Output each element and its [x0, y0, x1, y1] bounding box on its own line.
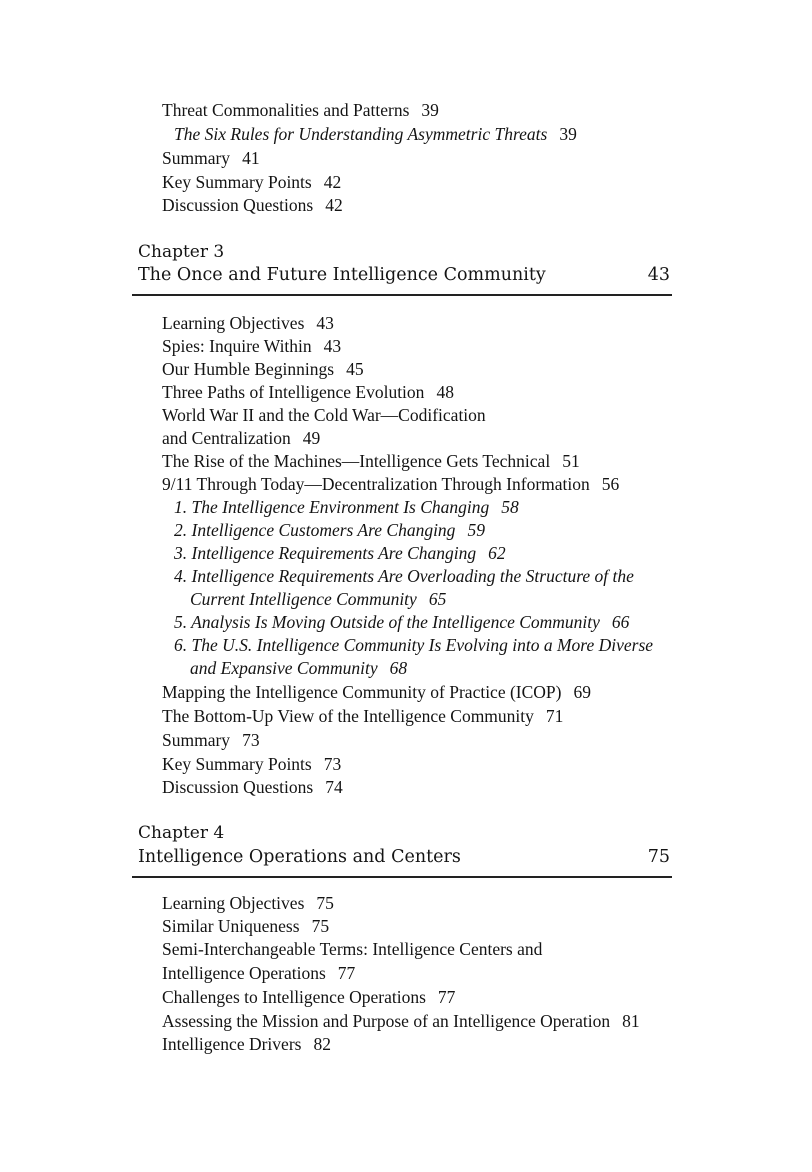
toc-entry-page: 71 — [545, 706, 564, 726]
toc-entry — [162, 427, 320, 450]
toc-entry-page: 81 — [622, 1011, 640, 1031]
toc-entry-text: Key Summary Points — [162, 754, 312, 774]
toc-entry-text: 1. The Intelligence Environment Is Changing — [174, 497, 490, 517]
toc-entry-page: 45 — [346, 359, 364, 379]
toc-entry — [162, 473, 619, 496]
chapter-title: Intelligence Operations and Centers — [138, 847, 461, 867]
toc-entry — [162, 99, 439, 122]
toc-entry-text: Summary — [162, 730, 231, 750]
chapter-divider — [132, 294, 672, 296]
toc-entry — [162, 1033, 331, 1056]
toc-entry — [190, 588, 446, 611]
toc-entry-text: Discussion Questions — [162, 777, 314, 797]
toc-entry-text: Spies: Inquire Within — [162, 336, 312, 356]
chapter-page: 43 — [647, 265, 670, 285]
toc-entry — [162, 404, 486, 427]
toc-entry — [162, 358, 364, 381]
toc-entry-page: 77 — [337, 963, 356, 983]
toc-entry-page: 58 — [501, 497, 519, 517]
toc-entry-text: and Expansive Community — [190, 658, 378, 678]
chapter-label: Chapter 3 — [138, 242, 225, 262]
toc-entry-text: Current Intelligence Community — [190, 589, 417, 609]
toc-entry-text: 6. The U.S. Intelligence Community Is Evolving into a More Diverse — [174, 635, 654, 655]
toc-entry-page: 59 — [467, 520, 485, 540]
toc-entry-page: 69 — [573, 682, 591, 702]
toc-entry — [162, 312, 334, 335]
toc-entry-page: 73 — [323, 754, 342, 774]
toc-entry-text: 2. Intelligence Customers Are Changing — [174, 520, 456, 540]
toc-entry-page: 77 — [437, 987, 456, 1007]
toc-entry-page: 48 — [436, 382, 454, 402]
toc-entry-text: Challenges to Intelligence Operations — [162, 987, 426, 1007]
toc-entry — [162, 381, 454, 404]
toc-entry-page: 75 — [311, 916, 330, 936]
toc-entry-text: Key Summary Points — [162, 172, 312, 192]
toc-entry-text: and Centralization — [162, 428, 291, 448]
toc-entry-page: 43 — [316, 313, 334, 333]
toc-entry-text: 5. Analysis Is Moving Outside of the Intelligence Community — [174, 612, 600, 632]
chapter-title: The Once and Future Intelligence Community — [138, 265, 546, 285]
toc-entry-text: The Six Rules for Understanding Asymmetric Threats — [174, 124, 548, 144]
toc-entry-text: Three Paths of Intelligence Evolution — [162, 382, 425, 402]
toc-entry — [162, 681, 591, 704]
toc-entry — [162, 962, 355, 985]
toc-entry-text: 9/11 Through Today—Decentralization Through Information — [162, 474, 590, 494]
toc-entry-text: Intelligence Operations — [162, 963, 326, 983]
toc-entry-text: The Rise of the Machines—Intelligence Gets Technical — [162, 451, 551, 471]
toc-entry-page: 49 — [302, 428, 321, 448]
toc-entry — [174, 496, 519, 519]
toc-entry-page: 75 — [316, 893, 334, 913]
toc-entry-page: 41 — [242, 148, 260, 168]
toc-entry — [162, 915, 329, 938]
chapter-divider — [132, 876, 672, 878]
toc-entry-text: Learning Objectives — [162, 893, 305, 913]
toc-entry — [162, 335, 341, 358]
toc-entry — [174, 123, 577, 146]
toc-entry — [162, 1010, 640, 1033]
chapter-label: Chapter 4 — [138, 823, 225, 843]
toc-entry — [162, 729, 260, 752]
toc-entry-text: Discussion Questions — [162, 195, 314, 215]
toc-entry — [162, 450, 580, 473]
toc-entry-page: 43 — [323, 336, 342, 356]
toc-entry — [162, 171, 341, 194]
toc-entry-page: 42 — [323, 172, 342, 192]
toc-entry — [162, 776, 343, 799]
toc-entry-page: 74 — [325, 777, 343, 797]
toc-entry — [190, 657, 407, 680]
toc-entry-text: Threat Commonalities and Patterns — [162, 100, 410, 120]
toc-entry — [174, 634, 653, 657]
toc-entry — [174, 542, 506, 565]
toc-entry — [162, 753, 341, 776]
toc-entry — [162, 147, 260, 170]
toc-entry-page: 39 — [421, 100, 439, 120]
toc-entry-text: World War II and the Cold War—Codification — [162, 405, 486, 425]
toc-entry-text: Learning Objectives — [162, 313, 305, 333]
toc-entry-page: 39 — [559, 124, 577, 144]
toc-entry — [162, 705, 563, 728]
toc-entry-page: 66 — [611, 612, 630, 632]
toc-entry-page: 82 — [313, 1034, 331, 1054]
toc-entry — [162, 892, 334, 915]
toc-entry-page: 62 — [488, 543, 506, 563]
toc-entry — [174, 519, 485, 542]
toc-entry-text: Assessing the Mission and Purpose of an Intelligence Operation — [162, 1011, 611, 1031]
toc-entry-text: The Bottom-Up View of the Intelligence Community — [162, 706, 534, 726]
toc-entry — [174, 565, 634, 588]
toc-entry-page: 42 — [325, 195, 343, 215]
toc-entry — [174, 611, 629, 634]
toc-entry-text: Semi-Interchangeable Terms: Intelligence Centers and — [162, 939, 543, 959]
toc-entry-text: Intelligence Drivers — [162, 1034, 302, 1054]
chapter-page: 75 — [647, 847, 670, 867]
toc-entry — [162, 194, 343, 217]
toc-entry-text: Mapping the Intelligence Community of Practice (ICOP) — [162, 682, 562, 702]
toc-entry-text: Similar Uniqueness — [162, 916, 300, 936]
toc-entry-text: 3. Intelligence Requirements Are Changing — [174, 543, 477, 563]
toc-entry-text: Summary — [162, 148, 231, 168]
toc-entry-page: 65 — [428, 589, 447, 609]
toc-entry-text: Our Humble Beginnings — [162, 359, 335, 379]
toc-entry-page: 73 — [242, 730, 260, 750]
toc-entry-page: 51 — [562, 451, 580, 471]
toc-entry-page: 56 — [601, 474, 620, 494]
toc-entry-page: 68 — [389, 658, 408, 678]
toc-entry-text: 4. Intelligence Requirements Are Overloading the Structure of the — [174, 566, 634, 586]
toc-entry — [162, 938, 542, 961]
toc-entry — [162, 986, 455, 1009]
